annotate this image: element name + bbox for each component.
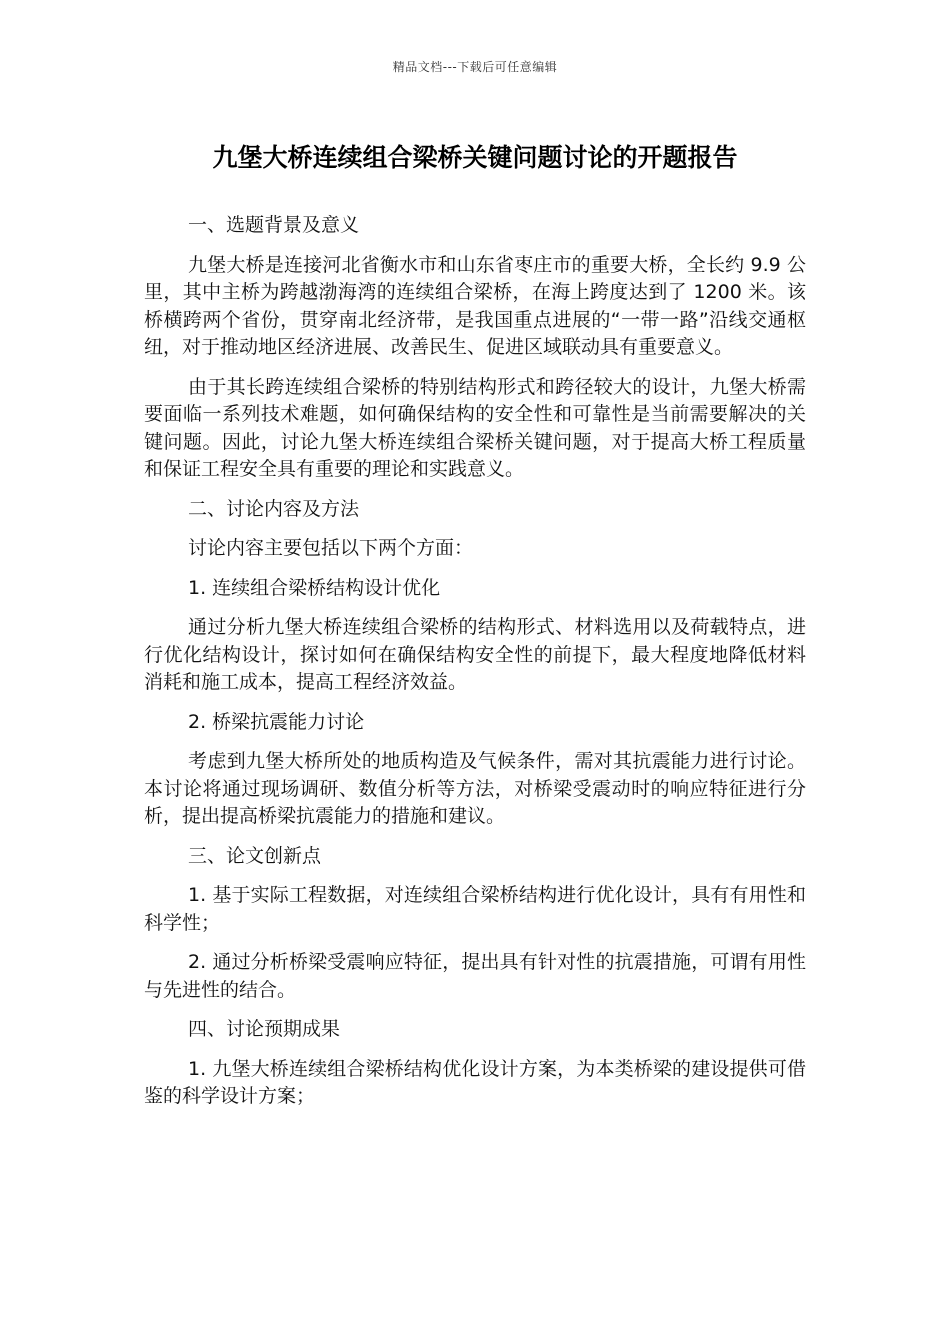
paragraph-seismic-capacity: 考虑到九堡大桥所处的地质构造及气候条件，需对其抗震能力进行讨论。本讨论将通过现场调研、数值分析等方法，对桥梁受震动时的响应特征进行分析，提出提高桥梁抗震能力的措施和建议。 <box>144 750 806 827</box>
section-heading-content-methods: 二、讨论内容及方法 <box>188 497 360 520</box>
paragraph-technical-challenges: 由于其长跨连续组合梁桥的特别结构形式和跨径较大的设计，九堡大桥需要面临一系列技术难题，如何确保结构的安全性和可靠性是当前需要解决的关键问题。因此，讨论九堡大桥连续组合梁桥关键问题，对于提高大桥工程质量和保证工程安全具有重要的理论和实践意义。 <box>144 375 806 480</box>
header-note: 精品文档---下载后可任意编辑 <box>392 60 558 74</box>
section-heading-background: 一、选题背景及意义 <box>188 214 360 236</box>
document-body <box>144 212 806 1123</box>
paragraph-content-intro: 讨论内容主要包括以下两个方面： <box>188 537 474 559</box>
section-heading-innovations: 三、论文创新点 <box>188 844 322 867</box>
paragraph-bridge-overview: 九堡大桥是连接河北省衡水市和山东省枣庄市的重要大桥，全长约 9.9 公里，其中主桥为跨越渤海湾的连续组合梁桥，在海上跨度达到了 1200 米。该桥横跨两个省份，贯穿南北经济带，是我国重点进展的“一带一路”沿线交通枢纽，对于推动地区经济进展、改善民生、促进区域联动具有重要意义。 <box>144 253 806 358</box>
paragraph-innovation-2: 2. 通过分析桥梁受震响应特征，提出具有针对性的抗震措施，可谓有用性与先进性的结合。 <box>144 951 806 1001</box>
paragraph-innovation-1: 1. 基于实际工程数据，对连续组合梁桥结构进行优化设计，具有有用性和科学性； <box>144 884 806 934</box>
paragraph-expected-result-1: 1. 九堡大桥连续组合梁桥结构优化设计方案，为本类桥梁的建设提供可借鉴的科学设计方案； <box>144 1057 806 1107</box>
subheading-structure-optimization: 1. 连续组合梁桥结构设计优化 <box>188 576 441 599</box>
section-heading-expected-results: 四、讨论预期成果 <box>188 1018 341 1040</box>
paragraph-structure-optimization: 通过分析九堡大桥连续组合梁桥的结构形式、材料选用以及荷载特点，进行优化结构设计，探讨如何在确保结构安全性的前提下，最大程度地降低材料消耗和施工成本，提高工程经济效益。 <box>144 616 806 693</box>
document-title: 九堡大桥连续组合梁桥关键问题讨论的开题报告 <box>212 143 738 172</box>
subheading-seismic-capacity: 2. 桥梁抗震能力讨论 <box>188 710 365 733</box>
